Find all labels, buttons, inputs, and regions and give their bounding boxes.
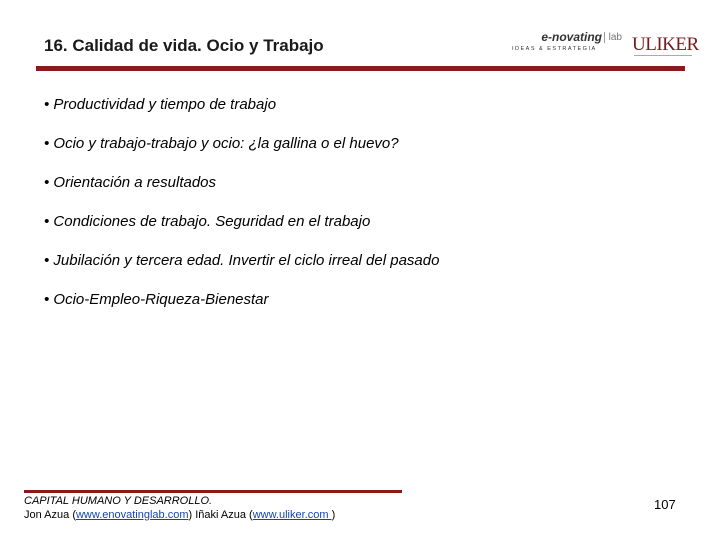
uliker-link[interactable]: www.uliker.com [252,509,332,521]
enovating-logo-tagline: IDEAS & ESTRATEGIA [512,46,597,52]
bullet-item: • Jubilación y tercera edad. Invertir el ciclo irreal del pasado [44,252,440,269]
footer-author-inaki: ) Iñaki Azua ( [188,509,253,521]
footer-divider [24,490,402,493]
footer-close-paren: ) [331,509,336,521]
bullet-item: • Ocio-Empleo-Riqueza-Bienestar [44,291,269,308]
bullet-item: • Productividad y tiempo de trabajo [44,96,277,113]
header-divider [36,66,685,71]
enovating-lab-logo [512,30,624,56]
footer [24,494,335,522]
bullet-item: • Condiciones de trabajo. Seguridad en el trabajo [44,213,371,230]
footer-course-title: CAPITAL HUMANO Y DESARROLLO. [24,495,213,507]
slide-title: 16. Calidad de vida. Ocio y Trabajo [44,36,324,55]
bullet-item: • Orientación a resultados [44,174,217,191]
uliker-logo-underline [634,55,692,56]
bullet-list [44,97,439,331]
footer-author-jon: Jon Azua ( [24,509,76,521]
footer-authors [24,508,335,522]
enovating-logo-text: e-novating [541,30,602,44]
page-number: 107 [654,497,676,512]
uliker-logo: ULIKER [632,34,699,55]
enovating-link[interactable]: www.enovatinglab.com [75,509,189,521]
enovating-logo-lab: lab [604,32,622,43]
bullet-item: • Ocio y trabajo-trabajo y ocio: ¿la gallina o el huevo? [44,135,399,152]
